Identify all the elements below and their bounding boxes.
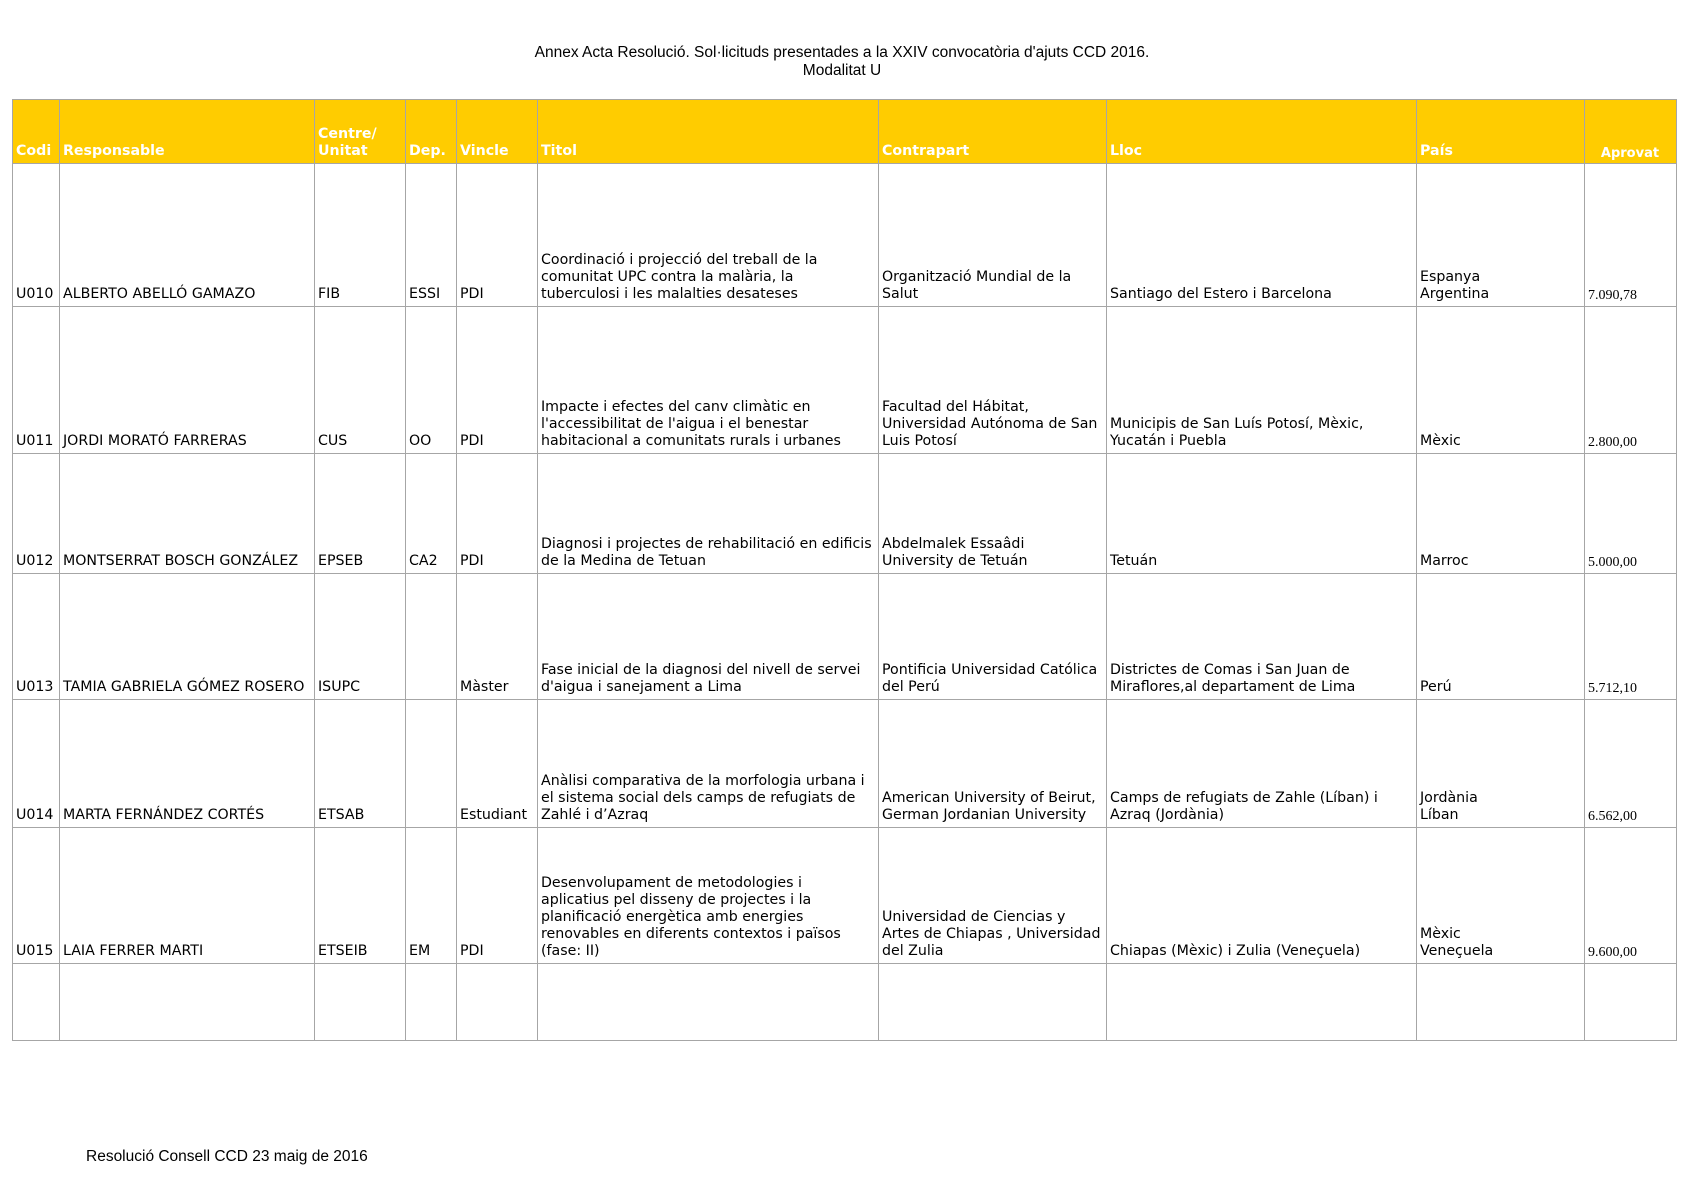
cell-vincle: PDI [457, 307, 538, 454]
cell-aprovat: 7.090,78 [1585, 164, 1677, 307]
cell-aprovat: 5.712,10 [1585, 574, 1677, 700]
cell-pais: Perú [1417, 574, 1585, 700]
cell-pais: Marroc [1417, 454, 1585, 574]
table-row-empty [13, 964, 1677, 1041]
cell-vincle: Màster [457, 574, 538, 700]
cell-empty [457, 964, 538, 1041]
cell-codi: U014 [13, 700, 60, 828]
cell-aprovat: 5.000,00 [1585, 454, 1677, 574]
cell-vincle: PDI [457, 454, 538, 574]
cell-contrapart: Organització Mundial de la Salut [879, 164, 1107, 307]
cell-codi: U015 [13, 828, 60, 964]
header-codi: Codi [13, 100, 60, 164]
cell-pais: Espanya Argentina [1417, 164, 1585, 307]
cell-centre: ISUPC [315, 574, 406, 700]
cell-vincle: PDI [457, 164, 538, 307]
table-header-row [13, 100, 1677, 164]
cell-dep: ESSI [406, 164, 457, 307]
cell-responsable: JORDI MORATÓ FARRERAS [60, 307, 315, 454]
cell-empty [1417, 964, 1585, 1041]
cell-lloc: Districtes de Comas i San Juan de Miraflores,al departament de Lima [1107, 574, 1417, 700]
cell-empty [60, 964, 315, 1041]
cell-centre: CUS [315, 307, 406, 454]
cell-codi: U013 [13, 574, 60, 700]
table-row [13, 700, 1677, 828]
cell-vincle: Estudiant [457, 700, 538, 828]
cell-titol: Desenvolupament de metodologies i aplicatius pel disseny de projectes i la planificació energètica amb energies renovables en diferents contextos i països (fase: II) [538, 828, 879, 964]
cell-centre: ETSAB [315, 700, 406, 828]
cell-responsable: LAIA FERRER MARTI [60, 828, 315, 964]
cell-titol: Impacte i efectes del canv climàtic en l'accessibilitat de l'aigua i el benestar habitacional a comunitats rurals i urbanes [538, 307, 879, 454]
header-pais: País [1417, 100, 1585, 164]
cell-lloc: Chiapas (Mèxic) i Zulia (Veneçuela) [1107, 828, 1417, 964]
cell-dep [406, 700, 457, 828]
table-row [13, 307, 1677, 454]
cell-empty [1107, 964, 1417, 1041]
cell-centre: ETSEIB [315, 828, 406, 964]
title-line-2: Modalitat U [802, 62, 882, 79]
cell-titol: Coordinació i projecció del treball de la comunitat UPC contra la malària, la tuberculosi i les malalties desateses [538, 164, 879, 307]
cell-centre: EPSEB [315, 454, 406, 574]
cell-contrapart: Pontificia Universidad Católica del Perú [879, 574, 1107, 700]
cell-dep: EM [406, 828, 457, 964]
cell-codi: U010 [13, 164, 60, 307]
cell-vincle: PDI [457, 828, 538, 964]
header-centre: Centre/ Unitat [315, 100, 406, 164]
cell-empty [315, 964, 406, 1041]
header-titol: Titol [538, 100, 879, 164]
cell-contrapart: Facultad del Hábitat, Universidad Autónoma de San Luis Potosí [879, 307, 1107, 454]
table-row [13, 828, 1677, 964]
cell-empty [1585, 964, 1677, 1041]
cell-empty [13, 964, 60, 1041]
cell-titol: Anàlisi comparativa de la morfologia urbana i el sistema social dels camps de refugiats de Zahlé i d’Azraq [538, 700, 879, 828]
cell-dep [406, 574, 457, 700]
cell-empty [538, 964, 879, 1041]
cell-lloc: Tetuán [1107, 454, 1417, 574]
cell-centre: FIB [315, 164, 406, 307]
header-responsable: Responsable [60, 100, 315, 164]
table-row [13, 574, 1677, 700]
cell-aprovat: 6.562,00 [1585, 700, 1677, 828]
document-title [0, 44, 1684, 80]
cell-lloc: Camps de refugiats de Zahle (Líban) i Azraq (Jordània) [1107, 700, 1417, 828]
cell-contrapart: Universidad de Ciencias y Artes de Chiapas , Universidad del Zulia [879, 828, 1107, 964]
header-dep: Dep. [406, 100, 457, 164]
header-lloc: Lloc [1107, 100, 1417, 164]
cell-responsable: MARTA FERNÁNDEZ CORTÉS [60, 700, 315, 828]
table-row [13, 164, 1677, 307]
cell-contrapart: American University of Beirut, German Jordanian University [879, 700, 1107, 828]
cell-contrapart: Abdelmalek Essaâdi University de Tetuán [879, 454, 1107, 574]
cell-titol: Diagnosi i projectes de rehabilitació en edificis de la Medina de Tetuan [538, 454, 879, 574]
cell-dep: OO [406, 307, 457, 454]
cell-pais: Mèxic Veneçuela [1417, 828, 1585, 964]
cell-empty [406, 964, 457, 1041]
cell-pais: Mèxic [1417, 307, 1585, 454]
footer-resolution-note: Resolució Consell CCD 23 maig de 2016 [86, 1148, 368, 1165]
cell-lloc: Santiago del Estero i Barcelona [1107, 164, 1417, 307]
cell-dep: CA2 [406, 454, 457, 574]
cell-aprovat: 2.800,00 [1585, 307, 1677, 454]
cell-pais: Jordània Líban [1417, 700, 1585, 828]
cell-codi: U011 [13, 307, 60, 454]
cell-aprovat: 9.600,00 [1585, 828, 1677, 964]
applications-table [12, 99, 1677, 1041]
table-row [13, 454, 1677, 574]
cell-codi: U012 [13, 454, 60, 574]
cell-responsable: ALBERTO ABELLÓ GAMAZO [60, 164, 315, 307]
cell-responsable: TAMIA GABRIELA GÓMEZ ROSERO [60, 574, 315, 700]
header-vincle: Vincle [457, 100, 538, 164]
cell-empty [879, 964, 1107, 1041]
cell-responsable: MONTSERRAT BOSCH GONZÁLEZ [60, 454, 315, 574]
header-aprovat: Aprovat [1585, 100, 1677, 164]
title-line-1: Annex Acta Resolució. Sol·licituds presentades a la XXIV convocatòria d'ajuts CCD 2016. [534, 44, 1150, 61]
cell-lloc: Municipis de San Luís Potosí, Mèxic, Yucatán i Puebla [1107, 307, 1417, 454]
header-contrapart: Contrapart [879, 100, 1107, 164]
cell-titol: Fase inicial de la diagnosi del nivell de servei d'aigua i sanejament a Lima [538, 574, 879, 700]
